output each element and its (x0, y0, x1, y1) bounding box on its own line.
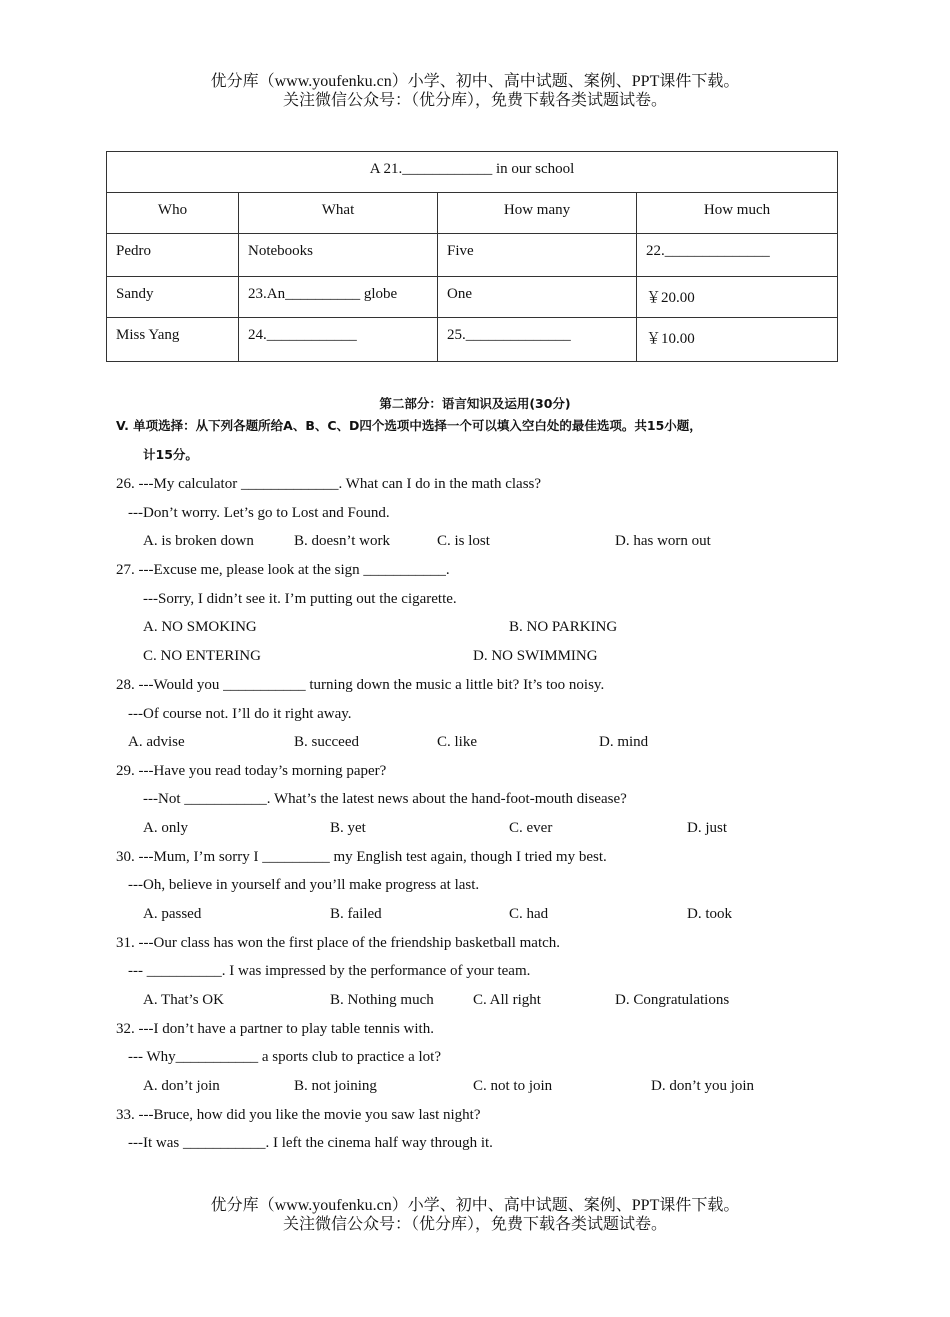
question-reply: ---Not ___________. What’s the latest news about the hand-foot-mouth disease? (143, 791, 627, 807)
option-b: B. not joining (294, 1078, 377, 1094)
table-cell: 23.An__________ globe (239, 277, 438, 318)
option-a: A. only (143, 820, 188, 836)
option-b: B. succeed (294, 734, 359, 750)
table-cell: Sandy (107, 277, 239, 318)
table-cell: One (438, 277, 637, 318)
option-d: D. don’t you join (651, 1078, 755, 1094)
column-header: What (239, 193, 438, 234)
option-a: A. That’s OK (143, 992, 224, 1008)
column-header: How much (637, 193, 838, 234)
question-reply: --- Why___________ a sports club to practice a lot? (128, 1049, 441, 1065)
option-c: C. All right (473, 992, 541, 1008)
option-c: C. ever (509, 820, 553, 836)
table-cell: Five (438, 234, 637, 277)
question-reply: ---Oh, believe in yourself and you’ll make progress at last. (128, 877, 480, 893)
question-reply: ---Of course not. I’ll do it right away. (128, 706, 352, 722)
footer-line-1: 优分库（www.youfenku.cn）小学、初中、高中试题、案例、PPT课件下载。 (210, 1197, 740, 1214)
option-c: C. not to join (473, 1078, 553, 1094)
question-reply: ---Don’t worry. Let’s go to Lost and Found. (128, 505, 390, 521)
section-title: 第二部分：语言知识及运用(30分) (379, 396, 571, 411)
header-line-2: 关注微信公众号：（优分库），免费下载各类试题试卷。 (282, 92, 667, 109)
option-b: B. failed (330, 906, 382, 922)
option-d: D. Congratulations (615, 992, 730, 1008)
column-header: How many (438, 193, 637, 234)
column-header: Who (107, 193, 239, 234)
table-title: A 21.____________ in our school (107, 152, 838, 193)
table-cell: Miss Yang (107, 318, 239, 362)
question-stem: 29. ---Have you read today’s morning paper? (116, 763, 387, 779)
option-c: C. like (437, 734, 477, 750)
question-stem: 27. ---Excuse me, please look at the sign ___________. (116, 562, 450, 578)
table-row (107, 277, 838, 318)
table-cell: ￥10.00 (637, 318, 838, 362)
info-table (106, 151, 838, 362)
question-stem: 26. ---My calculator _____________. What can I do in the math class? (116, 476, 542, 492)
header-line-1: 优分库（www.youfenku.cn）小学、初中、高中试题、案例、PPT课件下载。 (210, 73, 740, 90)
question-stem: 28. ---Would you ___________ turning down the music a little bit? It’s too noisy. (116, 677, 605, 693)
question-reply: --- __________. I was impressed by the performance of your team. (128, 963, 531, 979)
table-title-row (107, 152, 838, 193)
question-stem: 30. ---Mum, I’m sorry I _________ my English test again, though I tried my best. (116, 849, 607, 865)
table-header-row (107, 193, 838, 234)
table-cell: 22.______________ (637, 234, 838, 277)
option-d: D. mind (599, 734, 649, 750)
table-cell: ￥20.00 (637, 277, 838, 318)
option-d: D. took (687, 906, 732, 922)
footer-line-2: 关注微信公众号：（优分库），免费下载各类试题试卷。 (282, 1216, 667, 1233)
table-cell: Pedro (107, 234, 239, 277)
option-d: D. NO SWIMMING (473, 648, 598, 664)
option-d: D. has worn out (615, 533, 711, 549)
option-c: C. is lost (437, 533, 490, 549)
option-b: B. yet (330, 820, 366, 836)
option-d: D. just (687, 820, 728, 836)
table-cell: 24.____________ (239, 318, 438, 362)
table-row (107, 318, 838, 362)
question-stem: 33. ---Bruce, how did you like the movie you saw last night? (116, 1107, 481, 1123)
option-a: A. don’t join (143, 1078, 220, 1094)
question-reply: ---It was ___________. I left the cinema half way through it. (128, 1135, 493, 1151)
section-instruction: V. 单项选择：从下列各题所给A、B、C、D四个选项中选择一个可以填入空白处的最佳选项。共15小题， (116, 418, 702, 433)
page-footer (0, 1196, 950, 1234)
option-b: B. Nothing much (330, 992, 434, 1008)
page-header (0, 72, 950, 110)
option-c: C. had (509, 906, 549, 922)
question-stem: 32. ---I don’t have a partner to play table tennis with. (116, 1021, 434, 1037)
table-cell: Notebooks (239, 234, 438, 277)
option-a: A. is broken down (143, 533, 254, 549)
option-b: B. NO PARKING (509, 619, 618, 635)
option-b: B. doesn’t work (294, 533, 390, 549)
question-reply: ---Sorry, I didn’t see it. I’m putting out the cigarette. (143, 591, 457, 607)
table-row (107, 234, 838, 277)
table-cell: 25.______________ (438, 318, 637, 362)
option-a: A. passed (143, 906, 202, 922)
section-instruction-cont: 计15分。 (143, 447, 198, 462)
question-stem: 31. ---Our class has won the first place of the friendship basketball match. (116, 935, 561, 951)
option-a: A. advise (128, 734, 185, 750)
option-a: A. NO SMOKING (143, 619, 257, 635)
option-c: C. NO ENTERING (143, 648, 261, 664)
